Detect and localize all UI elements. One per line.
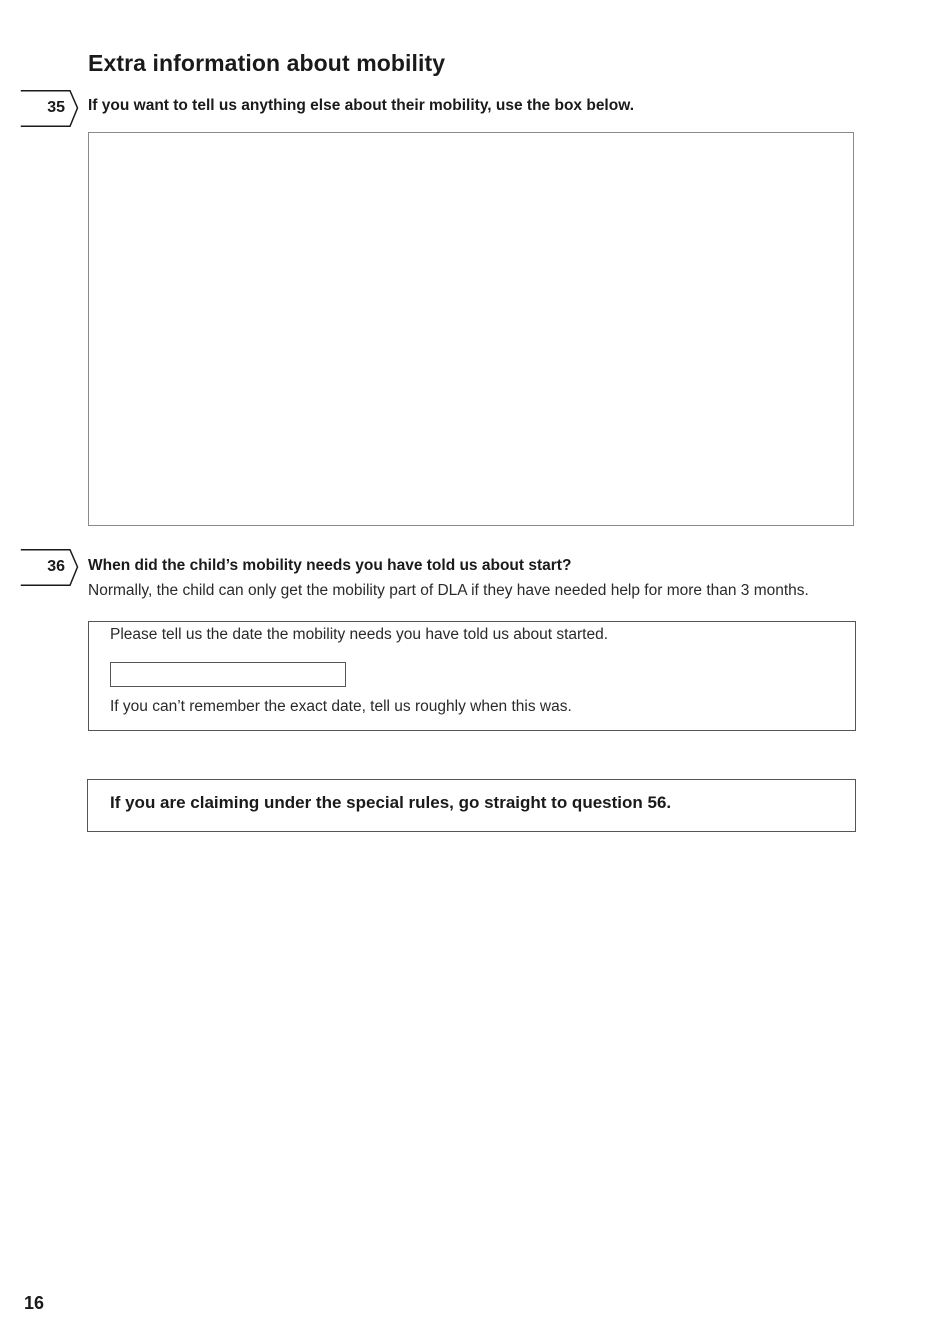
date-instruction: Please tell us the date the mobility needs you have told us about started. [110,626,609,643]
special-rules-notice [87,779,856,832]
page-number: 16 [24,1293,45,1313]
date-hint: If you can’t remember the exact date, tell us roughly when this was. [110,698,572,715]
question-number: 36 [47,558,65,575]
mobility-start-date-field[interactable] [110,662,346,687]
question-number: 35 [47,99,65,116]
question-36-text: When did the child’s mobility needs you have told us about start? [88,557,572,574]
question-36-marker [20,549,78,585]
special-rules-text: If you are claiming under the special rules, go straight to question 56. [110,793,672,812]
section-title: Extra information about mobility [88,50,446,76]
date-answer-panel [88,621,856,731]
question-36-note: Normally, the child can only get the mobility part of DLA if they have needed help for more than 3 months. [88,582,809,599]
mobility-extra-info-textbox[interactable] [88,132,854,526]
question-35-marker [20,90,78,126]
question-35-text: If you want to tell us anything else about their mobility, use the box below. [88,97,634,114]
